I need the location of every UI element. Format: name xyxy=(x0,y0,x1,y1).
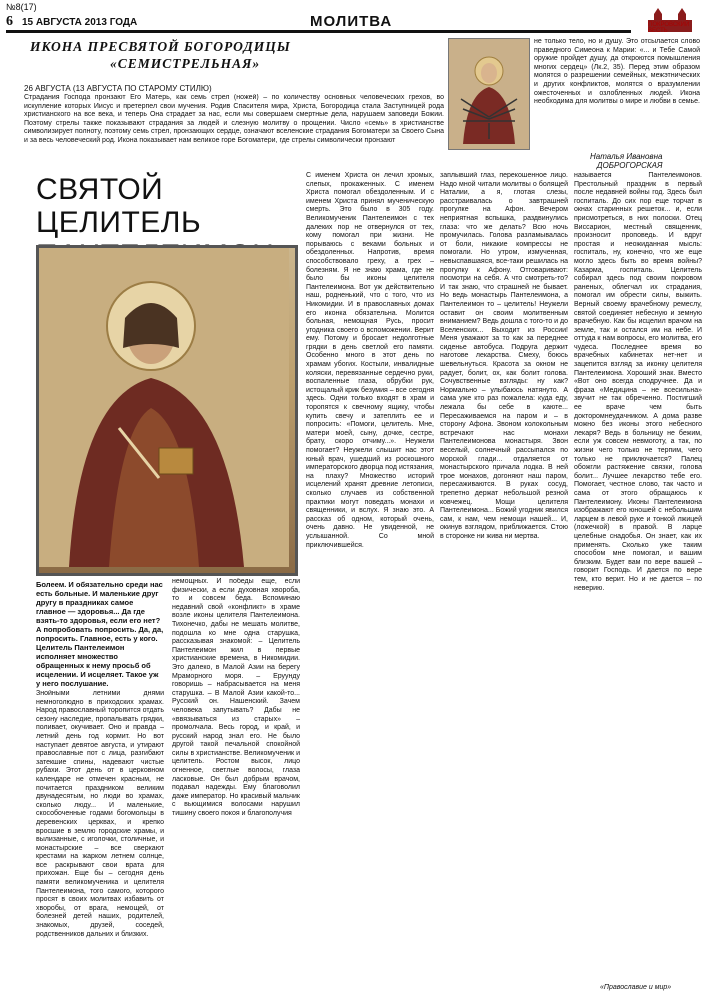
article1-date: 26 АВГУСТА (13 АВГУСТА ПО СТАРОМУ СТИЛЮ) xyxy=(24,84,212,93)
article2-lead: Болеем. И обязательно среди нас есть больные. И маленькие друг другу в праздниках самое главное — здоровья... Да где взять-то здоровья, если его нет? А попробовать попросить. Да, да, попросить. Главное, есть у кого. Целитель Пантелеимон исполняет множество обращенных к нему просьб об исцелении. И исцеляет. Такое уж у него послушание. xyxy=(36,580,164,688)
author-name: Наталья Ивановна xyxy=(590,152,663,161)
article1-title-line1: ИКОНА ПРЕСВЯТОЙ БОГОРОДИЦЫ xyxy=(30,39,291,54)
issue-number: №8(17) xyxy=(6,2,37,12)
saint-icon xyxy=(39,248,289,567)
article2-column-5: называется Пантелеимонов. Престольный праздник в первый после недавней войны год. Здесь был госпиталь. До сих пор еще торчат в окнах старинных решеток... и, если присмотреться, в них полоски. Отец Виссарион, местный священник, произносит проповедь. И вдруг простая и неожиданная мысль: госпиталь, ну, конечно, что же еще могло здесь быть во время войны? Казарма, госпиталь. Целитель собирал здесь под своим покровом раненых, облегчал их страдания, помогал им обрести силы, выжить. Верный своему врачебному ремеслу, святой соединяет небесную и земную врачебную. Как бы исцелил врачом на земле, так и остался им на небе. И оттуда к нам вопросы, его молитва, его чудеса. Последнее время во врачебных кабинетах нет-нет и зацепится взгляд за иконку целителя Пантелеимона. Хороший знак. Вместо «Вот оно всегда сподручнее. Да и фраза «Медицина – не всесильна» звучит не так обреченно. Постигший ее враче чем быть докторомнеудачником. А дома разве можно без иконы этого небесного лекаря? Ведь в больницу не бежим, если уж совсем невмоготу, а так, по жизни чего только не терпим, чего только не приключается? Палец обожгли растяжение связки, голова болит... Лучшее лекарство тебе его. Помогает, честное слово, так часто и сама от этого обращаюсь к Пантелеимону. Иконы Пантелеимона изображают его юношей с небольшим ларцем в левой руке и тонкой лжицей (ложечкой) в правой. В ларце целебные снадобья. Он знает, как их применять. Сколько уже таким способом мне помогал, и вашим близким. Будет вам по вере вашей – говорит Господь. И дается по вере тем, кто верит. Но и не дается – по неверию. xyxy=(574,172,702,592)
article2-column-1: Знойными летними днями немноголюдно в приходских храмах. Народ православный торопится отдать сезону наследие, пропалывать грядки, поливает, окучивает. Оно и правда – летний день год кормит. Но вот наступает девятое августа, и утирают православные пот с лица, разгибают затекшие спины, надевают чистые рубахи. Этот день от в церковном календаре не отмечен красным, не почитается праздником великим двунадесятым, но люди во храмах, сколько люду... И маленькие, скособоченные годами богомольцы в деревенских церквах, и крепко вросшие в землю городские храмы, и вылизанные, с иголочки, столичные, и монастырские – все сверкают крестами на жарком летнем солнце, все раскрывают свои врата для прихожан. Еще бы – сегодня день памяти великомученика и целителя Пантелеимона, того самого, которого просят в своих молитвах избавить от хворобы, от врага, немощей, от болезней детей наших, родителей, знакомых, друзей, соседей, родственников дальних и близких. xyxy=(36,690,164,938)
article2-column-3: С именем Христа он лечил хромых, слепых, прокаженных. С именем Христа помогал обездоленным. И с именем Христа принял мученическую смерть. Это было в 305 году. Великомученик Пантелеимон с тех далеких пор не отвернулся от тех, кому помогал при жизни. Не порываюсь с веками больных и обездоленных. Напротив, время способствовало греху, а грех – болезням. Я не знаю храма, где не было бы иконы целителя Пантелеимона. Вот уж действительно наш, родненький, что с того, что из Никомидии. И в православных домах его иконка обязательна. Молится больная, немощная Русь, просит угодника своего о вспоможении. Верит ему. Потому и бросает недолготные грядки в день светлой его памяти. Особенно много в этот день по храмам убогих. Костыли, инвалидные коляски, перевязанные сердечно руки, воспаленные глаза, обрубки рук, истощалый крик безумия – все сегодня здесь. Одни только входят в храм и торопятся к свечному ящику, чтобы купить свечу и затеплить ее и попросить: «Помоги, целитель. Мне, матери моей, сыну, дочке, сестре, брату, скоро отчиму...». Неужели помогает? Неужели слышит нас этот юный врач, ушедший из роскошного императорского дворца под истязания, на плаху? Множество историй исцелений хранят древние летописи, сколько случаев из собственной практики могут поведать монахи и священники, и вслух. Я знаю это. А рассказ об одном, который очень, очень давно. Не увиденной, не услышанной. Со мной приключившейся. xyxy=(306,172,434,549)
panteleimon-icon-image xyxy=(36,245,298,576)
author-surname: ДОБРОГОРСКАЯ xyxy=(596,161,663,170)
madonna-icon xyxy=(449,39,529,149)
article2-column-2: немощных. И победы еще, если физически, а если духовная хвороба, то и совсем беда. Вспоминаю недавний свой «конфликт» в храме возле иконы целителя Пантелеимона. Тихонечко, дабы не мешать молитве, подошла ко мне одна старушка, рассказывая знакомой: – Целитель Пантелеимон жил в первые христианские времена, в Никомидии. Это далеко, в Малой Азии на берегу Мраморного моря. – Еруунду говоришь – набрасывается на меня старушка. – В Малой Азии какой-то... Русский он. Нашенский. Зачем человека запутывать? Дабы не «ввязываться из старых» – промолчала. Весь город, и край, и русский народ знал его. Не было другой такой печальной спокойной силы в христианстве. Великомученик и целитель. Ростом высок, лицо огненное, светлые волосы, глаза ласковые. Он был добрым врачом, подавал надежды. Ему благоволил даже император. Но красивый мальчик с вьющимися волосами нарушил тишину своего покоя и благополучия xyxy=(172,578,300,818)
section-title: МОЛИТВА xyxy=(310,13,393,30)
header-rule xyxy=(6,30,631,33)
issue-date: 15 АВГУСТА 2013 ГОДА xyxy=(22,17,138,28)
article1-body-continued: не только тело, но и душу. Это отсылается слово праведного Симеона к Марии: «... и Тебе Самой оружие пройдет душу, да откроются помышления многих сердец» (Лк.2, 35). Перед этим образом молятся о разрешении семейных, межэтнических и других конфликтов, молятся о вразумлении ожесточенных и озлобленных людей. Икона необходима для молитвы о мире и любви в семье. xyxy=(534,38,700,106)
source-credit: «Православие и мир» xyxy=(600,984,672,991)
article1-author xyxy=(590,152,662,170)
page-number: 6 xyxy=(6,14,13,29)
article1-title-line2: «СЕМИСТРЕЛЬНАЯ» xyxy=(110,56,261,71)
seven-arrows-icon-image xyxy=(448,38,530,150)
article2-title: СВЯТОЙ ЦЕЛИТЕЛЬ xyxy=(36,173,202,239)
logo-text: ПОКРОВСКИЙ ВЕСТЬ xyxy=(648,22,690,34)
article2-column-4: заплывший глаз, перекошенное лицо. Надо мной читали молитвы о болящей Наталии, а я, глотая слезы, расстраивалась о завтрашней прогулке на Афон. Вечером неприятная вспышка, раздвинулись глаза: что же делать? Всю ночь промучилась. Голова разламывалась от боли, никакие компрессы не помогали. Но утром, измученная, невыспавшаяся, все-таки решилась на прогулку к Афону. Отговаривают: посмотри на себя. А что смотреть-то? И так знаю, что страшней не бывает. Но ведь монастырь Пантелеимона, а Пантелеимон то – целитель! Неужели оставит он своим молитвенным вниманием? Ведь дошла с того-то и до Вселенских... Выходит из России! Меня уважают за то как за переднее сиденье автобуса. Подруга держит наготове лекарства. Смеху, боюсь шевельнуться. Красота за окном не радует, болит, ох, как болит голова. Сочувственные взгляды: ну как? Нормально – улыбаюсь натянуто. А сама уже кто раз пожалела: куда еду, лежала бы себе в каюте... Пересаживаемся на паром и – в сторону Афона. Звоном колокольным встречают нас монахи Пантелеимонова монастыря. Звон веселый, солнечный рассыпался по морской глади... отдаляется от монастырского причала лодка. В ней трое монахов, догоняют наш паром, пересаживаются. В руках сосуд, трепетно держат небольшой резной ковчежец. Мощи целителя Пантелеимона... Божий угодник явился сам, к нам, чем немощи нашей... И, окинув взглядом, приближается. Стою в сторонке ни жива ни мертва. xyxy=(440,172,568,540)
article1-body: Страдания Господа пронзают Его Матерь, как семь стрел (ножей) – по количеству основных человеческих грехов, во искупление которых Иисус и претерпел свои мучения. Родив Спасителя мира, Христа, Богородица стала Заступницей рода христианского на все века, и теперь Она страдает за нас, если мы совершаем смертные дела, нарушаем заповеди Божии. Поэтому стрелы также показывают страдания за людей и слезную молитву о прощении. Число «семь» в христианстве символизирует полноту, поэтому семь стрел, пронзающих сердце, означают вселенские страдания Богоматери за Своего Сына и за весь человеческий род. Икона показывает нам великое горе Богоматери, где стрелы символически пронзают xyxy=(24,94,444,144)
